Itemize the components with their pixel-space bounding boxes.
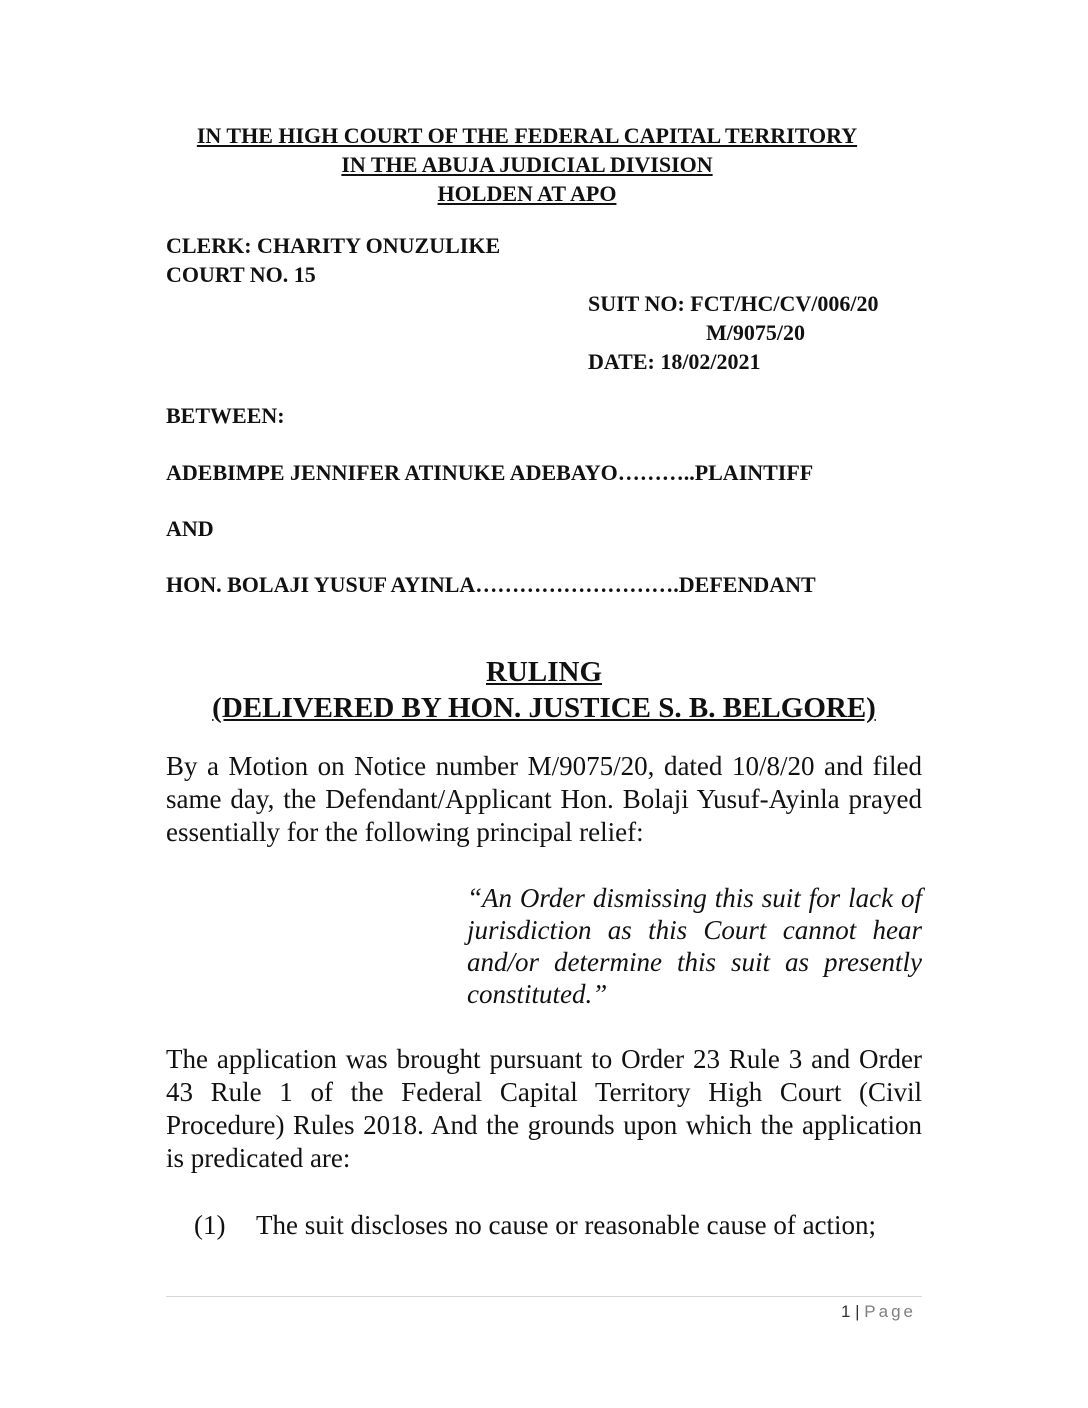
page-footer	[841, 1301, 916, 1323]
motion-number: M/9075/20	[706, 320, 805, 345]
ruling-title	[166, 654, 922, 726]
grounds-list	[194, 1209, 922, 1242]
court-title-line-1: IN THE HIGH COURT OF THE FEDERAL CAPITAL TERRITORY	[196, 123, 858, 148]
clerk-name: CLERK: CHARITY ONUZULIKE	[166, 233, 501, 258]
plaintiff-line: ADEBIMPE JENNIFER ATINUKE ADEBAYO………..PLAINTIFF	[166, 460, 814, 485]
defendant-line: HON. BOLAJI YUSUF AYINLA……………………….DEFENDANT	[166, 572, 816, 597]
court-title-line-3: HOLDEN AT APO	[437, 181, 617, 206]
between-label: BETWEEN:	[166, 403, 285, 428]
suit-number: SUIT NO: FCT/HC/CV/006/20	[588, 291, 879, 316]
and-label: AND	[166, 516, 214, 541]
court-title-line-2: IN THE ABUJA JUDICIAL DIVISION	[341, 152, 713, 177]
relief-quote: “An Order dismissing this suit for lack of jurisdiction as this Court cannot hear and/or determine this suit as presently constituted.”	[467, 883, 922, 1009]
page-number: 1	[840, 1302, 851, 1321]
ground-item	[194, 1209, 922, 1242]
suit-block	[588, 289, 879, 376]
court-number: COURT NO. 15	[166, 262, 316, 287]
footer-divider	[166, 1296, 922, 1297]
ruling-delivered-by: (DELIVERED BY HON. JUSTICE S. B. BELGORE)	[212, 692, 876, 724]
ground-number: (1)	[194, 1210, 226, 1240]
ground-text: The suit discloses no cause or reasonable cause of action;	[256, 1210, 877, 1240]
paragraph-1: By a Motion on Notice number M/9075/20, dated 10/8/20 and filed same day, the Defendant/Applicant Hon. Bolaji Yusuf-Ayinla prayed essentially for the following principal relief:	[166, 751, 922, 847]
ruling-date: DATE: 18/02/2021	[588, 349, 761, 374]
page-label: Page	[864, 1302, 916, 1321]
paragraph-2: The application was brought pursuant to Order 23 Rule 3 and Order 43 Rule 1 of the Federal Capital Territory High Court (Civil Procedure) Rules 2018. And the grounds upon which the application is predicated are:	[166, 1044, 922, 1173]
court-header	[166, 121, 888, 208]
clerk-block	[166, 231, 500, 289]
page-separator: |	[855, 1302, 860, 1321]
ruling-heading: RULING	[485, 656, 602, 688]
